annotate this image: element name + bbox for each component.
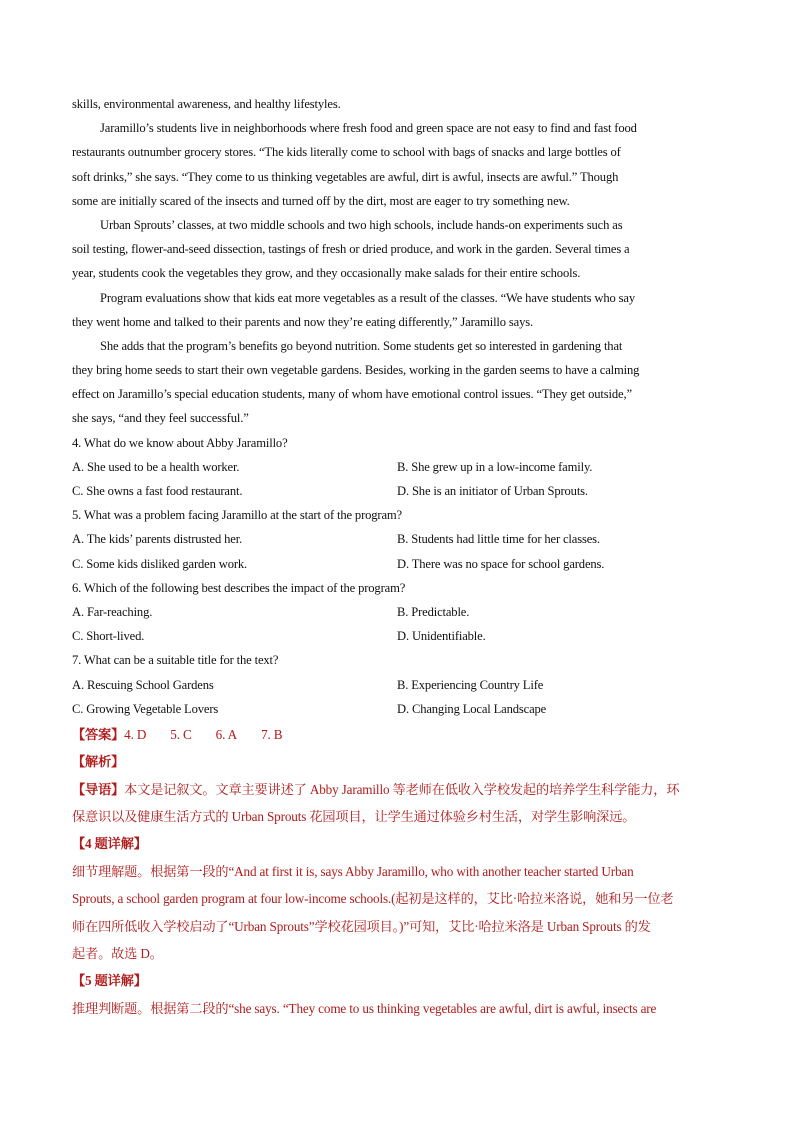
passage — [72, 92, 724, 431]
answer-item: 6. A — [215, 726, 238, 742]
option-c: C. Short-lived. — [72, 629, 145, 644]
option-b: B. Students had little time for her classes. — [397, 532, 600, 547]
q5-detail-heading — [72, 967, 724, 994]
question-4 — [72, 431, 724, 504]
passage-line: soil testing, flower-and-seed dissection, tastings of fresh or dried produce, and work in the garden. Several times a — [72, 242, 630, 257]
passage-line: Program evaluations show that kids eat more vegetables as a result of the classes. “We have students who say — [100, 290, 636, 305]
guide-text: 本文是记叙文。文章主要讲述了 Abby Jaramillo 等老师在低收入学校发起的培养学生科学能力，环 — [124, 781, 680, 797]
q5-tag: 【5 题详解】 — [72, 973, 147, 989]
option-a: A. The kids’ parents distrusted her. — [72, 532, 243, 547]
analysis-heading — [72, 748, 724, 775]
question-stem: 4. What do we know about Abby Jaramillo? — [72, 435, 288, 450]
question-stem: 7. What can be a suitable title for the text? — [72, 653, 279, 668]
guide-tag: 【导语】 — [72, 781, 125, 797]
option-a: A. Rescuing School Gardens — [72, 677, 214, 692]
option-b: B. Predictable. — [397, 604, 470, 619]
passage-line: skills, environmental awareness, and healthy lifestyles. — [72, 97, 341, 111]
answer-key — [72, 721, 724, 748]
q4-detail-line: 细节理解题。根据第一段的“And at first it is, says Abby Jaramillo, who with another teacher started Urban — [72, 863, 634, 879]
option-b: B. She grew up in a low-income family. — [397, 459, 593, 474]
question-6 — [72, 576, 724, 649]
q4-tag: 【4 题详解】 — [72, 836, 147, 852]
q4-detail-line: 起者。故选 D。 — [72, 946, 163, 961]
option-d: D. She is an initiator of Urban Sprouts. — [397, 484, 588, 498]
passage-line: Urban Sprouts’ classes, at two middle schools and two high schools, include hands-on experiments such as — [100, 217, 623, 232]
option-d: D. Unidentifiable. — [397, 629, 486, 644]
option-a: A. She used to be a health worker. — [72, 459, 240, 474]
option-c: C. Some kids disliked garden work. — [72, 556, 248, 571]
answer-item: 7. B — [261, 726, 283, 742]
option-d: D. Changing Local Landscape — [397, 701, 547, 716]
answer-item: 5. C — [170, 726, 192, 742]
passage-line: they went home and talked to their parents and now they’re eating differently,” Jaramillo says. — [72, 314, 534, 329]
q4-detail-line: Sprouts, a school garden program at four low-income schools.(起初是这样的，艾比·哈拉米洛说，她和另一位老 — [72, 891, 674, 907]
question-stem: 6. Which of the following best describes the impact of the program? — [72, 580, 406, 595]
passage-line: effect on Jaramillo’s special education students, many of whom have emotional control issues. “They get outside,” — [72, 387, 632, 402]
option-c: C. Growing Vegetable Lovers — [72, 701, 219, 716]
passage-line: restaurants outnumber grocery stores. “The kids literally come to school with bags of snacks and large bottles of — [72, 145, 621, 160]
q4-detail-line: 师在四所低收入学校启动了“Urban Sprouts”学校花园项目。)”可知，艾比·哈拉米洛是 Urban Sprouts 的发 — [72, 918, 651, 934]
question-7 — [72, 648, 724, 721]
question-5 — [72, 503, 724, 576]
option-c: C. She owns a fast food restaurant. — [72, 484, 243, 498]
analysis-tag: 【解析】 — [72, 754, 125, 770]
option-b: B. Experiencing Country Life — [397, 677, 544, 692]
q4-detail-heading — [72, 830, 724, 857]
passage-line: year, students cook the vegetables they grow, and they occasionally make salads for their entire schools. — [72, 266, 581, 281]
document-content — [72, 92, 724, 1022]
option-d: D. There was no space for school gardens. — [397, 556, 605, 571]
guide-line — [72, 776, 724, 803]
passage-line: She adds that the program’s benefits go beyond nutrition. Some students get so interested in gardening that — [100, 338, 623, 353]
passage-line: some are initially scared of the insects and turned off by the dirt, most are eager to try something new. — [72, 193, 570, 208]
answer-item: 4. D — [124, 726, 147, 742]
q5-detail-line: 推理判断题。根据第二段的“she says. “They come to us thinking vegetables are awful, dirt is awful, insects are — [72, 1000, 657, 1016]
answer-section — [72, 721, 724, 1022]
option-a: A. Far-reaching. — [72, 604, 153, 619]
answer-tag: 【答案】 — [72, 726, 125, 742]
passage-line: Jaramillo’s students live in neighborhoods where fresh food and green space are not easy to find and fast food — [100, 121, 637, 136]
passage-line: they bring home seeds to start their own vegetable gardens. Besides, working in the garden seems to have a calming — [72, 363, 640, 378]
passage-line: soft drinks,” she says. “They come to us thinking vegetables are awful, dirt is awful, insects are awful.” Though — [72, 169, 619, 184]
guide-line: 保意识以及健康生活方式的 Urban Sprouts 花园项目，让学生通过体验乡村生活，对学生影响深远。 — [72, 809, 636, 825]
question-stem: 5. What was a problem facing Jaramillo at the start of the program? — [72, 508, 402, 523]
passage-line: she says, “and they feel successful.” — [72, 411, 249, 426]
